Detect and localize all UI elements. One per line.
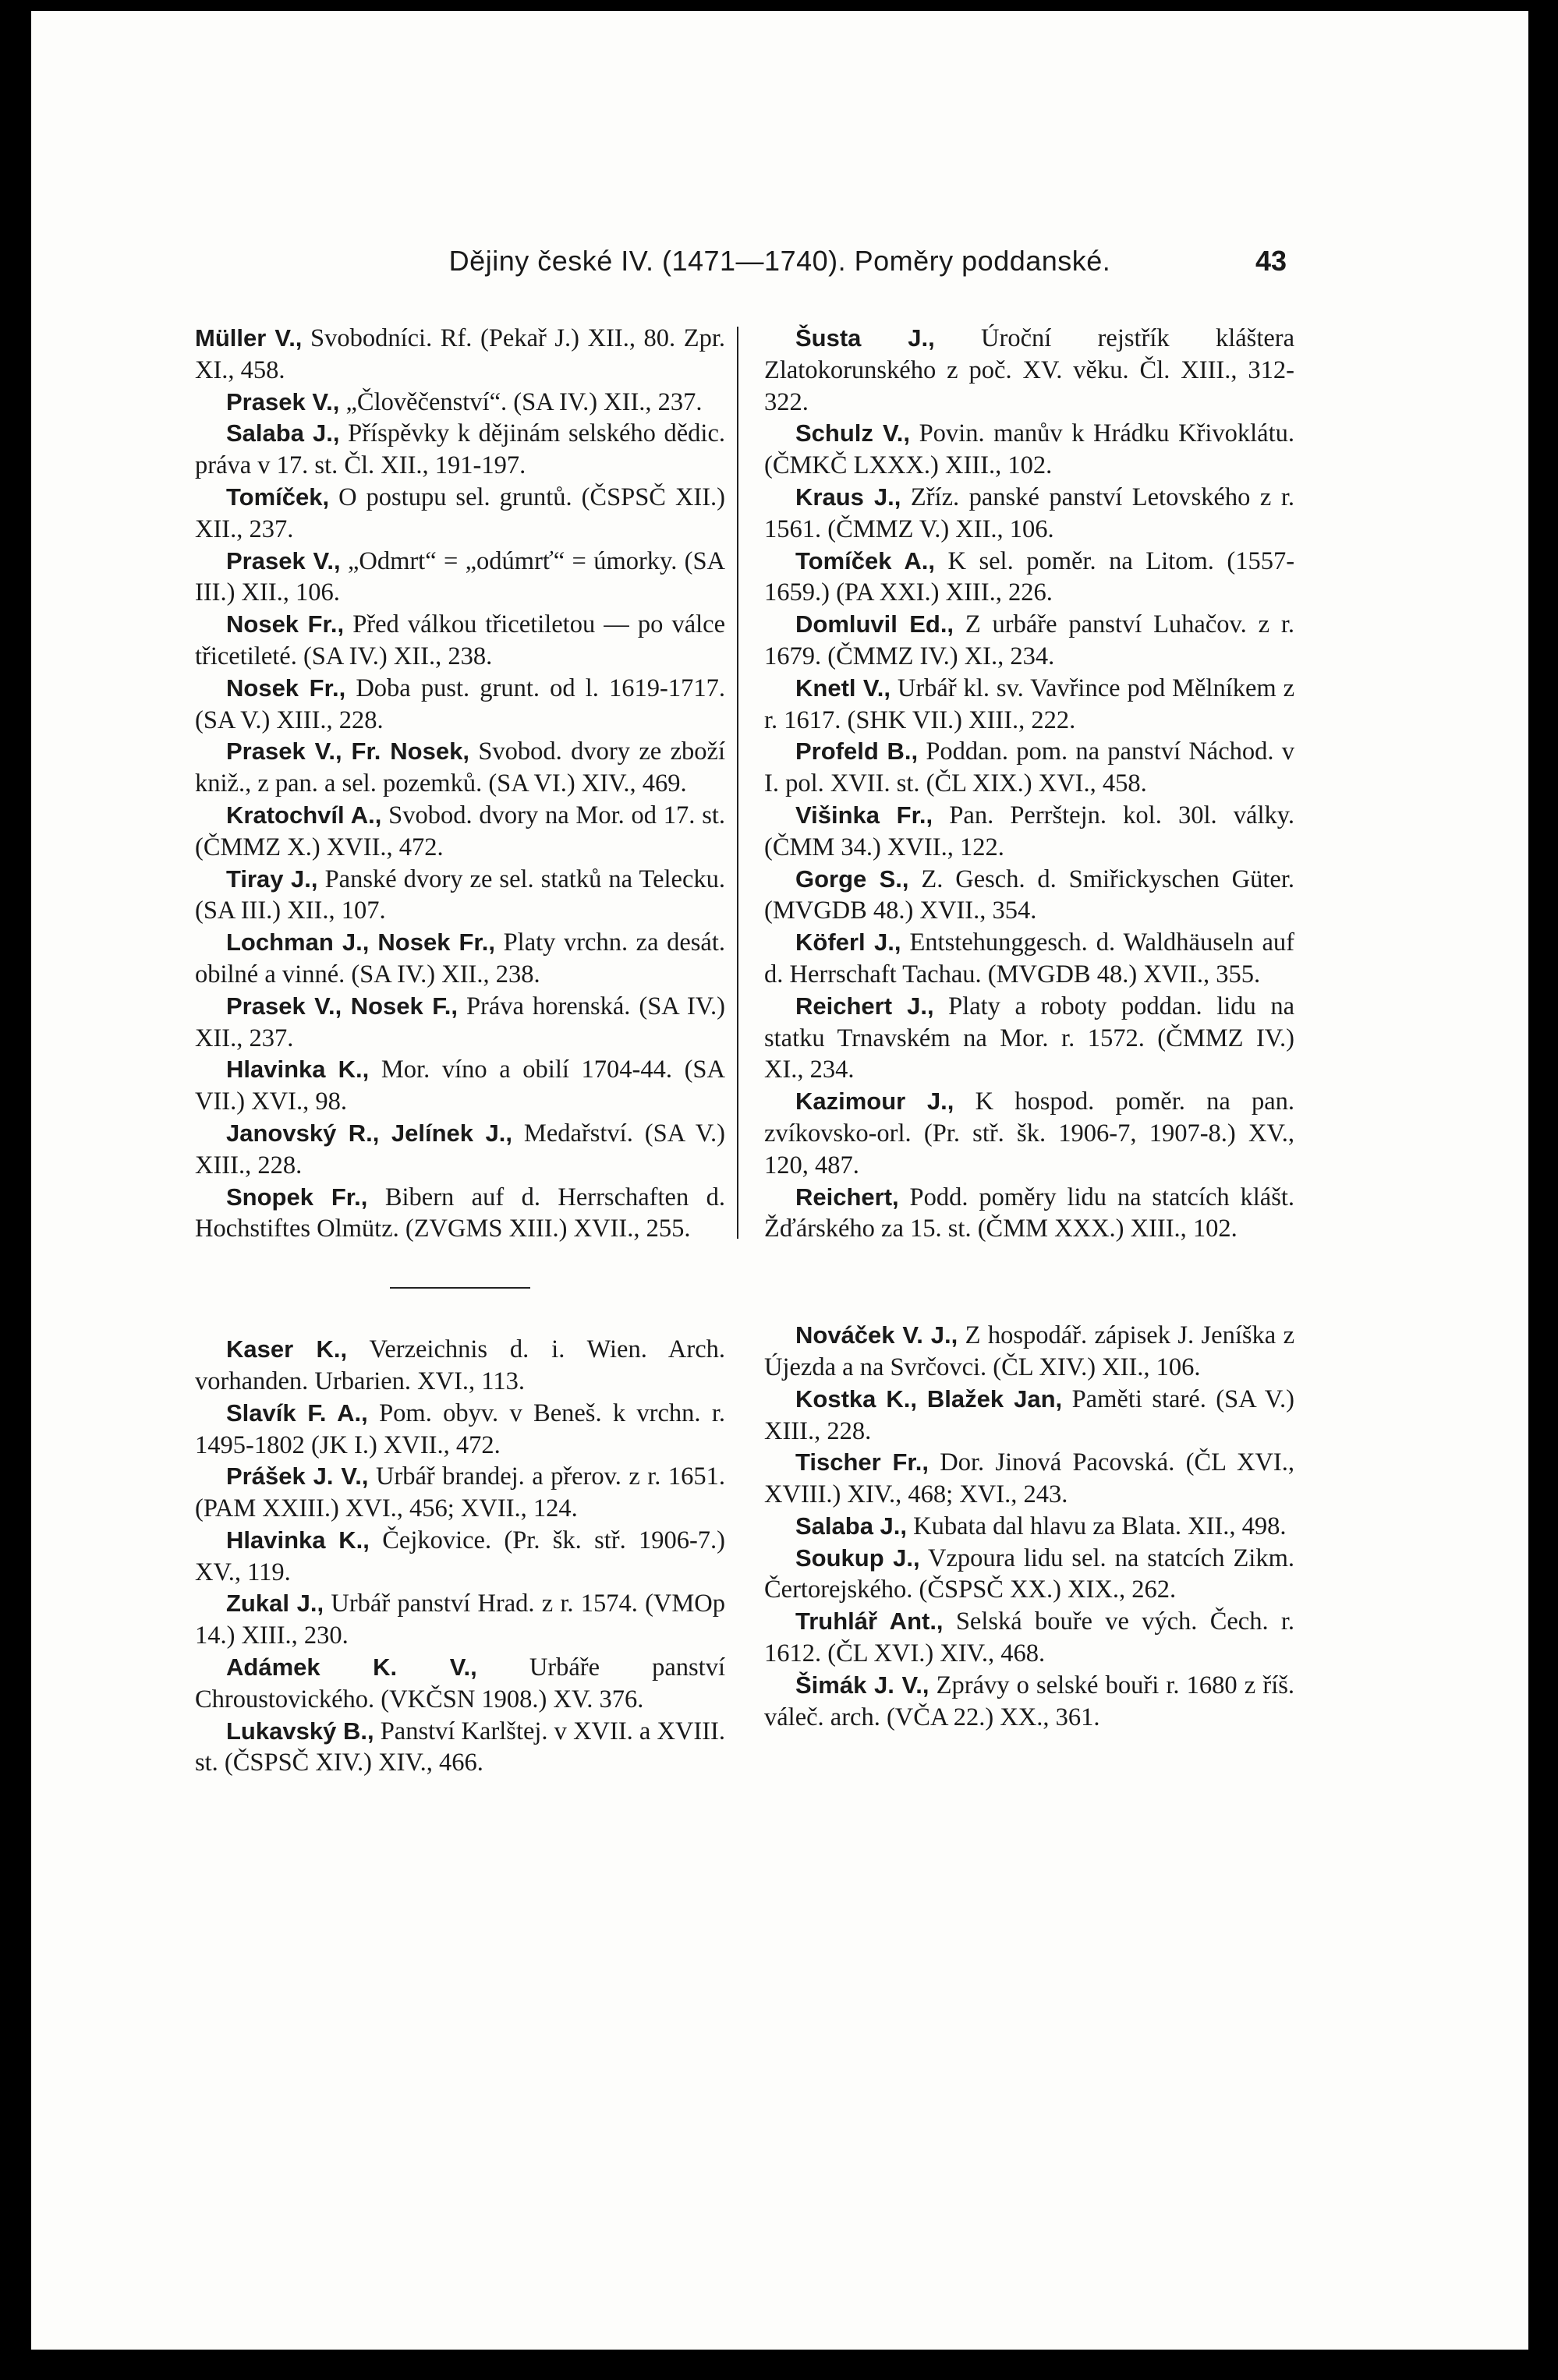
entry-author: Prášek J. V., [226, 1462, 369, 1491]
entry-author: Tomíček A., [795, 546, 935, 575]
entry-citation: Z. Gesch. d. Smiřickyschen Güter. (MVGDB 48.) XVII., 354. [764, 865, 1295, 925]
entry-author: Nosek Fr., [226, 674, 346, 702]
entry-citation: Panské dvory ze sel. statků na Telecku. (SA III.) XII., 107. [195, 865, 725, 925]
entry-author: Prasek V., Fr. Nosek, [226, 737, 469, 766]
entry-author: Truhlář Ant., [795, 1607, 944, 1636]
bibliography-entry [195, 418, 725, 482]
bibliography-entry [195, 1054, 725, 1118]
bibliography-entry [764, 1670, 1294, 1734]
column-divider [737, 327, 738, 1239]
bibliography-entry [195, 482, 725, 546]
entry-citation: „Člověčenství“. (SA IV.) XII., 237. [345, 387, 703, 416]
bibliography-entry [195, 1182, 725, 1246]
bibliography-entry [764, 864, 1294, 928]
entry-citation: Svobod. dvory ze zboží kniž., z pan. a sel. pozemků. (SA VI.) XIV., 469. [195, 737, 725, 798]
entry-author: Hlavinka K., [226, 1056, 370, 1084]
entry-author: Salaba J., [795, 1512, 908, 1540]
entry-author: Prasek V., [226, 387, 340, 416]
entry-author: Salaba J., [226, 419, 340, 447]
bibliography-entry [764, 1384, 1294, 1448]
entry-author: Janovský R., Jelínek J., [226, 1119, 512, 1147]
entry-author: Tiray J., [226, 865, 318, 893]
entry-author: Tischer Fr., [795, 1448, 929, 1476]
bibliography-entry [764, 1447, 1294, 1511]
page-number: 43 [1255, 245, 1287, 277]
right-section-b [764, 1320, 1294, 1733]
entry-citation: Bibern auf d. Herrschaften d. Hochstiftes Olmütz. (ZVGMS XIII.) XVII., 255. [195, 1183, 725, 1243]
bibliography-entry [195, 1461, 725, 1525]
bibliography-entry [195, 736, 725, 800]
entry-citation: K hospod. poměr. na pan. zvíkovsko-orl. (Pr. stř. šk. 1906-7, 1907-8.) XV., 120, 487. [764, 1087, 1294, 1179]
entry-citation: Platy a roboty poddan. lidu na statku Trnavském na Mor. r. 1572. (ČMMZ IV.) XI., 234. [764, 992, 1295, 1084]
bibliography-entry [764, 609, 1294, 673]
bibliography-entry [764, 927, 1294, 991]
entry-author: Schulz V., [795, 419, 911, 447]
entry-author: Šimák J. V., [795, 1671, 929, 1699]
bibliography-entry [764, 546, 1294, 610]
entry-author: Adámek K. V., [226, 1653, 477, 1682]
left-section-b [195, 1334, 725, 1779]
entry-citation: Zříz. panské panství Letovského z r. 1561. (ČMMZ V.) XII., 106. [764, 483, 1295, 543]
bibliography-entry [764, 1511, 1294, 1543]
bibliography-entry [195, 1588, 725, 1652]
entry-citation: Pan. Perrštejn. kol. 30l. války. (ČMM 34.) XVII., 122. [764, 801, 1294, 861]
entry-author: Slavík F. A., [226, 1399, 368, 1427]
entry-author: Domluvil Ed., [795, 610, 954, 638]
entry-citation: Svobod. dvory na Mor. od 17. st. (ČMMZ X.) XVII., 472. [195, 801, 726, 861]
entry-citation: Urbáře panství Chroustovického. (VKČSN 1908.) XV. 376. [195, 1653, 725, 1713]
bibliography-entry [764, 1543, 1294, 1607]
entry-citation: Svobodníci. Rf. (Pekař J.) XII., 80. Zpr. XI., 458. [195, 324, 725, 384]
bibliography-entry [195, 673, 725, 737]
bibliography-entry [764, 1182, 1294, 1246]
bibliography-entry [195, 927, 725, 991]
right-column [764, 323, 1294, 1733]
entry-author: Köferl J., [795, 928, 901, 957]
entry-citation: O postupu sel. gruntů. (ČSPSČ XII.) XII., 237. [195, 483, 726, 543]
entry-author: Kraus J., [795, 483, 901, 511]
entry-author: Šusta J., [795, 324, 935, 352]
entry-author: Kaser K., [226, 1335, 348, 1363]
entry-citation: Práva horenská. (SA IV.) XII., 237. [195, 992, 726, 1052]
entry-citation: Poddan. pom. na panství Náchod. v I. pol. XVII. st. (ČL XIX.) XVI., 458. [764, 737, 1295, 798]
entry-citation: Mor. víno a obilí 1704-44. (SA VII.) XVI., 98. [195, 1056, 725, 1116]
bibliography-entry [764, 1606, 1294, 1670]
bibliography-entry [764, 800, 1294, 864]
entry-citation: Před válkou třicetiletou — po válce třicetileté. (SA IV.) XII., 238. [195, 610, 726, 670]
bibliography-entry [764, 673, 1294, 737]
bibliography-entry [195, 546, 725, 610]
entry-citation: Povin. manův k Hrádku Křivoklátu. (ČMKČ LXXX.) XIII., 102. [764, 419, 1294, 480]
entry-citation: Urbář panství Hrad. z r. 1574. (VMOp 14.) XIII., 230. [195, 1590, 726, 1650]
entry-author: Müller V., [195, 324, 303, 352]
entry-citation: Vzpoura lidu sel. na statcích Zikm. Čertorejského. (ČSPSČ XX.) XIX., 262. [764, 1544, 1294, 1604]
book-page [31, 11, 1528, 2350]
bibliography-entry [764, 991, 1294, 1086]
entry-author: Kazimour J., [795, 1087, 954, 1116]
bibliography-entry [195, 1334, 725, 1398]
entry-author: Knetl V., [795, 674, 891, 702]
entry-author: Nováček V. J., [795, 1321, 958, 1349]
entry-citation: Selská bouře ve vých. Čech. r. 1612. (ČL XVI.) XIV., 468. [764, 1607, 1295, 1668]
entry-citation: Paměti staré. (SA V.) XIII., 228. [764, 1385, 1294, 1445]
bibliography-entry [764, 418, 1294, 482]
entry-citation: Panství Karlštej. v XVII. a XVIII. st. (ČSPSČ XIV.) XIV., 466. [195, 1717, 726, 1777]
entry-citation: Dor. Jinová Pacovská. (ČL XVI., XVIII.) XIV., 468; XVI., 243. [764, 1448, 1295, 1509]
entry-author: Lochman J., Nosek Fr., [226, 928, 496, 957]
entry-author: Kratochvíl A., [226, 801, 382, 829]
left-section-a [195, 323, 725, 1245]
entry-author: Kostka K., Blažek Jan, [795, 1385, 1063, 1413]
entry-author: Reichert, [795, 1183, 899, 1211]
bibliography-entry [195, 609, 725, 673]
entry-citation: Verzeichnis d. i. Wien. Arch. vorhanden. Urbarien. XVI., 113. [195, 1335, 725, 1395]
bibliography-entry [764, 323, 1294, 418]
entry-citation: K sel. poměr. na Litom. (1557-1659.) (PA XXI.) XIII., 226. [764, 546, 1295, 607]
entry-citation: Urbář brandej. a přerov. z r. 1651. (PAM XXIII.) XVI., 456; XVII., 124. [195, 1462, 725, 1523]
entry-author: Gorge S., [795, 865, 909, 893]
entry-citation: Kubata dal hlavu za Blata. XII., 498. [913, 1512, 1287, 1540]
right-section-a [764, 323, 1294, 1245]
entry-author: Prasek V., [226, 546, 341, 575]
section-gap-right [764, 1245, 1294, 1320]
bibliography-entry [195, 1716, 725, 1780]
bibliography-entry [195, 1398, 725, 1462]
bibliography-entry [764, 482, 1294, 546]
entry-citation: Pom. obyv. v Beneš. k vrchn. r. 1495-1802 (JK I.) XVII., 472. [195, 1399, 726, 1459]
bibliography-entry [195, 991, 725, 1055]
entry-author: Tomíček, [226, 483, 330, 511]
entry-author: Višinka Fr., [795, 801, 933, 829]
entry-author: Snopek Fr., [226, 1183, 368, 1211]
entry-citation: Z urbáře panství Luhačov. z r. 1679. (ČMMZ IV.) XI., 234. [764, 610, 1295, 670]
entry-author: Lukavský B., [226, 1717, 374, 1745]
entry-citation: Platy vrchn. za desát. obilné a vinné. (SA IV.) XII., 238. [195, 928, 726, 988]
bibliography-entry [195, 864, 725, 928]
running-header: Dějiny české IV. (1471—1740). Poměry poddanské. [448, 245, 1111, 277]
bibliography-entry [764, 1086, 1294, 1181]
left-column [195, 323, 725, 1779]
entry-citation: Entstehunggesch. d. Waldhäuseln auf d. Herrschaft Tachau. (MVGDB 48.) XVII., 355. [764, 928, 1294, 988]
entry-citation: Čejkovice. (Pr. šk. stř. 1906-7.) XV., 119. [195, 1526, 726, 1586]
bibliography-entry [195, 1118, 725, 1182]
entry-author: Soukup J., [795, 1544, 920, 1572]
entry-citation: Medařství. (SA V.) XIII., 228. [195, 1119, 726, 1179]
entry-citation: Z hospodář. zápisek J. Jeníška z Újezda a na Svrčovci. (ČL XIV.) XII., 106. [764, 1321, 1294, 1381]
bibliography-entry [195, 323, 725, 387]
bibliography-entry [195, 387, 725, 419]
entry-citation: Příspěvky k dějinám selského dědic. práva v 17. st. Čl. XII., 191-197. [195, 419, 726, 480]
entry-author: Hlavinka K., [226, 1526, 370, 1554]
entry-citation: Doba pust. grunt. od l. 1619-1717. (SA V.) XIII., 228. [195, 674, 726, 734]
entry-author: Reichert J., [795, 992, 934, 1020]
entry-citation: „Odmrt“ = „odúmrť“ = úmorky. (SA III.) XII., 106. [195, 546, 726, 607]
bibliography-entry [764, 736, 1294, 800]
entry-author: Zukal J., [226, 1590, 324, 1618]
entry-citation: Úroční rejstřík kláštera Zlatokorunského z poč. XV. věku. Čl. XIII., 312-322. [764, 324, 1295, 416]
entry-author: Profeld B., [795, 737, 919, 766]
bibliography-entry [195, 1652, 725, 1716]
bibliography-entry [764, 1320, 1294, 1384]
entry-citation: Podd. poměry lidu na statcích klášt. Žďárského za 15. st. (ČMM XXX.) XIII., 102. [764, 1183, 1295, 1243]
entry-citation: Zprávy o selské bouři r. 1680 z říš. váleč. arch. (VČA 22.) XX., 361. [764, 1671, 1294, 1731]
bibliography-entry [195, 1525, 725, 1589]
bibliography-entry [195, 800, 725, 864]
entry-author: Nosek Fr., [226, 610, 345, 638]
section-separator-left [390, 1287, 530, 1289]
entry-citation: Urbář kl. sv. Vavřince pod Mělníkem z r. 1617. (SHK VII.) XIII., 222. [764, 674, 1295, 734]
entry-author: Prasek V., Nosek F., [226, 992, 458, 1020]
